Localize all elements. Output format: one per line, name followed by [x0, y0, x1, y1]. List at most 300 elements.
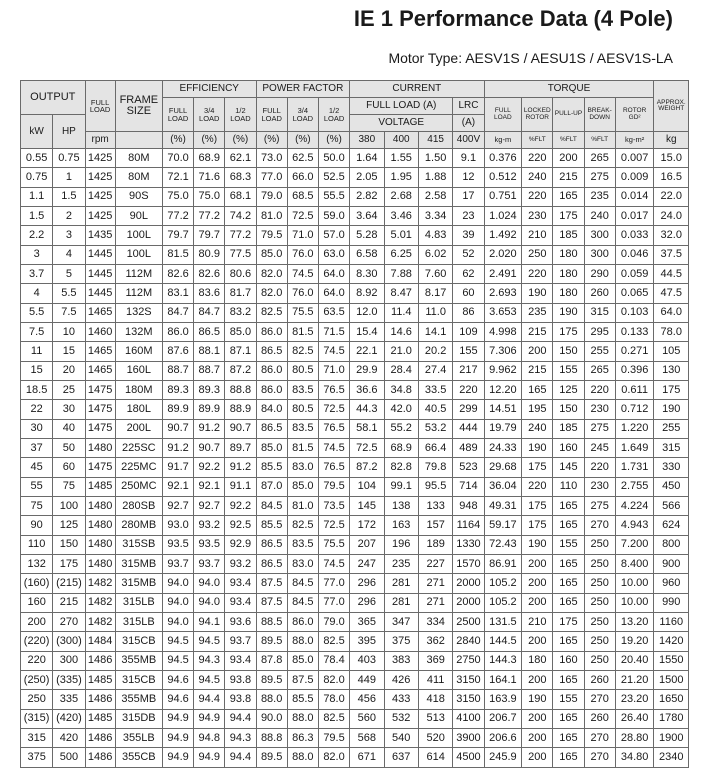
cell-frame: 355LB [115, 728, 162, 747]
cell-pull-up: 175 [553, 206, 584, 225]
cell-weight: 900 [654, 554, 689, 573]
cell-hp: 175 [53, 554, 85, 573]
cell-break-down: 270 [584, 728, 615, 747]
cell-pf-half: 50.0 [318, 149, 349, 168]
cell-rpm: 1475 [85, 458, 115, 477]
cell-pf-full: 85.5 [256, 458, 287, 477]
cell-hp: 3 [53, 226, 85, 245]
cell-pull-up: 185 [553, 226, 584, 245]
cell-break-down: 250 [584, 632, 615, 651]
cell-pf-3q: 76.0 [287, 284, 318, 303]
cell-frame: 315DB [115, 709, 162, 728]
cell-frame: 315SB [115, 535, 162, 554]
cell-pf-full: 88.8 [256, 728, 287, 747]
rotor-gd2-unit: kg-m² [615, 132, 654, 149]
cell-frame: 225SC [115, 438, 162, 457]
cell-eff-full: 94.9 [162, 709, 193, 728]
cell-hp: 25 [53, 380, 85, 399]
cell-amp-400: 34.8 [384, 380, 418, 399]
cell-kw: (220) [21, 632, 53, 651]
cell-eff-half: 94.3 [225, 728, 256, 747]
cell-break-down: 230 [584, 400, 615, 419]
cell-eff-full: 89.3 [162, 380, 193, 399]
cell-eff-3q: 94.0 [194, 593, 225, 612]
cell-kw: 200 [21, 612, 53, 631]
cell-amp-400: 6.25 [384, 245, 418, 264]
cell-eff-half: 93.6 [225, 612, 256, 631]
cell-break-down: 260 [584, 670, 615, 689]
cell-amp-380: 1.64 [350, 149, 384, 168]
cell-frame: 100L [115, 226, 162, 245]
cell-eff-half: 74.2 [225, 206, 256, 225]
cell-amp-400: 347 [384, 612, 418, 631]
frame-unit-blank [115, 132, 162, 149]
cell-lrc: 523 [453, 458, 484, 477]
cell-pf-3q: 83.5 [287, 419, 318, 438]
cell-pf-full: 81.0 [256, 206, 287, 225]
table-row [21, 380, 689, 399]
cell-eff-half: 93.4 [225, 593, 256, 612]
cell-weight: 450 [654, 477, 689, 496]
cell-eff-3q: 94.3 [194, 651, 225, 670]
table-row [21, 612, 689, 631]
cell-locked-rotor: 175 [522, 516, 553, 535]
cell-rotor-gd2: 8.400 [615, 554, 654, 573]
cell-pf-full: 87.5 [256, 574, 287, 593]
cell-amp-380: 58.1 [350, 419, 384, 438]
cell-hp: 5 [53, 264, 85, 283]
cell-weight: 1160 [654, 612, 689, 631]
cell-amp-400: 3.46 [384, 206, 418, 225]
cell-pull-up: 110 [553, 477, 584, 496]
cell-break-down: 250 [584, 535, 615, 554]
cell-eff-full: 92.7 [162, 496, 193, 515]
cell-pull-up: 165 [553, 554, 584, 573]
table-row [21, 245, 689, 264]
cell-hp: 125 [53, 516, 85, 535]
cell-eff-3q: 79.7 [194, 226, 225, 245]
table-row [21, 149, 689, 168]
torque-kgm-unit: kg-m [484, 132, 522, 149]
cell-kw: 315 [21, 728, 53, 747]
cell-rotor-gd2: 0.014 [615, 187, 654, 206]
cell-amp-380: 296 [350, 574, 384, 593]
torque-header: TORQUE [484, 81, 654, 98]
cell-pf-3q: 80.5 [287, 400, 318, 419]
cell-pf-3q: 81.5 [287, 322, 318, 341]
cell-eff-full: 72.1 [162, 168, 193, 187]
cell-eff-full: 84.7 [162, 303, 193, 322]
cell-amp-415: 362 [418, 632, 452, 651]
cell-eff-3q: 94.9 [194, 748, 225, 767]
cell-rpm: 1486 [85, 651, 115, 670]
cell-weight: 32.0 [654, 226, 689, 245]
cell-eff-full: 94.0 [162, 574, 193, 593]
pull-up-header: PULL-UP [553, 98, 584, 132]
cell-amp-380: 671 [350, 748, 384, 767]
cell-eff-3q: 92.1 [194, 477, 225, 496]
cell-weight: 2340 [654, 748, 689, 767]
cell-amp-400: 42.0 [384, 400, 418, 419]
cell-rpm: 1475 [85, 400, 115, 419]
table-row [21, 303, 689, 322]
cell-eff-half: 93.8 [225, 670, 256, 689]
cell-weight: 566 [654, 496, 689, 515]
cell-eff-3q: 88.1 [194, 342, 225, 361]
cell-rpm: 1475 [85, 419, 115, 438]
cell-hp: 270 [53, 612, 85, 631]
cell-torque-full: 0.376 [484, 149, 522, 168]
table-row [21, 516, 689, 535]
cell-locked-rotor: 175 [522, 496, 553, 515]
cell-amp-400: 82.8 [384, 458, 418, 477]
cell-locked-rotor: 190 [522, 438, 553, 457]
cell-amp-415: 1.88 [418, 168, 452, 187]
cell-pf-3q: 85.5 [287, 690, 318, 709]
cell-rpm: 1460 [85, 322, 115, 341]
cell-amp-415: 411 [418, 670, 452, 689]
cell-amp-400: 68.9 [384, 438, 418, 457]
cell-locked-rotor: 200 [522, 342, 553, 361]
cell-kw: 3.7 [21, 264, 53, 283]
cell-lrc: 1570 [453, 554, 484, 573]
cell-kw: 4 [21, 284, 53, 303]
cell-break-down: 290 [584, 264, 615, 283]
cell-lrc: 489 [453, 438, 484, 457]
cell-kw: 18.5 [21, 380, 53, 399]
cell-amp-380: 207 [350, 535, 384, 554]
cell-rpm: 1425 [85, 149, 115, 168]
cell-rotor-gd2: 2.755 [615, 477, 654, 496]
table-row [21, 284, 689, 303]
cell-pf-3q: 81.0 [287, 496, 318, 515]
table-row [21, 748, 689, 767]
performance-table [20, 80, 689, 768]
cell-amp-415: 6.02 [418, 245, 452, 264]
cell-kw: 160 [21, 593, 53, 612]
cell-frame: 280MB [115, 516, 162, 535]
cell-pf-3q: 75.5 [287, 303, 318, 322]
cell-eff-half: 92.9 [225, 535, 256, 554]
cell-torque-full: 2.491 [484, 264, 522, 283]
cell-weight: 175 [654, 380, 689, 399]
cell-eff-3q: 82.6 [194, 264, 225, 283]
cell-kw: 55 [21, 477, 53, 496]
cell-eff-3q: 92.7 [194, 496, 225, 515]
cell-amp-380: 12.0 [350, 303, 384, 322]
cell-eff-half: 89.7 [225, 438, 256, 457]
table-row [21, 535, 689, 554]
cell-rpm: 1425 [85, 187, 115, 206]
cell-pf-half: 73.5 [318, 496, 349, 515]
cell-rpm: 1486 [85, 728, 115, 747]
cell-break-down: 250 [584, 651, 615, 670]
cell-rpm: 1482 [85, 612, 115, 631]
cell-rotor-gd2: 21.20 [615, 670, 654, 689]
cell-eff-full: 75.0 [162, 187, 193, 206]
cell-weight: 800 [654, 535, 689, 554]
cell-break-down: 270 [584, 748, 615, 767]
cell-rotor-gd2: 0.712 [615, 400, 654, 419]
cell-pf-full: 89.5 [256, 632, 287, 651]
cell-eff-3q: 75.0 [194, 187, 225, 206]
cell-pf-full: 84.5 [256, 496, 287, 515]
cell-pf-half: 64.0 [318, 284, 349, 303]
cell-amp-415: 11.0 [418, 303, 452, 322]
cell-pf-half: 82.5 [318, 632, 349, 651]
cell-eff-3q: 94.8 [194, 728, 225, 747]
cell-torque-full: 206.6 [484, 728, 522, 747]
cell-break-down: 255 [584, 342, 615, 361]
cell-eff-half: 91.1 [225, 477, 256, 496]
cell-amp-380: 365 [350, 612, 384, 631]
cell-pull-up: 215 [553, 168, 584, 187]
cell-pf-3q: 88.0 [287, 632, 318, 651]
cell-rotor-gd2: 0.033 [615, 226, 654, 245]
cell-locked-rotor: 240 [522, 168, 553, 187]
cell-lrc: 714 [453, 477, 484, 496]
cell-frame: 355CB [115, 748, 162, 767]
cell-amp-380: 29.9 [350, 361, 384, 380]
cell-amp-380: 403 [350, 651, 384, 670]
lrc-unit-header: (A) [453, 115, 484, 132]
cell-eff-half: 77.2 [225, 226, 256, 245]
cell-eff-half: 94.4 [225, 709, 256, 728]
cell-kw: 3 [21, 245, 53, 264]
table-row [21, 187, 689, 206]
cell-rotor-gd2: 0.009 [615, 168, 654, 187]
cell-amp-380: 395 [350, 632, 384, 651]
cell-amp-380: 2.82 [350, 187, 384, 206]
locked-rotor-header: LOCKED ROTOR [522, 98, 553, 132]
cell-lrc: 3900 [453, 728, 484, 747]
table-row [21, 574, 689, 593]
cell-amp-415: 1.50 [418, 149, 452, 168]
cell-break-down: 250 [584, 612, 615, 631]
cell-hp: 15 [53, 342, 85, 361]
cell-eff-half: 91.2 [225, 458, 256, 477]
cell-break-down: 220 [584, 380, 615, 399]
cell-kw: 375 [21, 748, 53, 767]
cell-lrc: 2840 [453, 632, 484, 651]
cell-amp-380: 449 [350, 670, 384, 689]
pf-half-unit: (%) [318, 132, 349, 149]
cell-pf-half: 63.5 [318, 303, 349, 322]
cell-pull-up: 125 [553, 380, 584, 399]
cell-kw: 1.5 [21, 206, 53, 225]
cell-hp: 75 [53, 477, 85, 496]
cell-pf-half: 82.0 [318, 748, 349, 767]
cell-hp: 500 [53, 748, 85, 767]
cell-lrc: 2000 [453, 593, 484, 612]
approx-weight-header: APPROX. WEIGHT [654, 81, 689, 132]
cell-eff-3q: 86.5 [194, 322, 225, 341]
cell-frame: 100L [115, 245, 162, 264]
cell-eff-full: 81.5 [162, 245, 193, 264]
eff-half-unit: (%) [225, 132, 256, 149]
cell-kw: 220 [21, 651, 53, 670]
cell-eff-full: 93.7 [162, 554, 193, 573]
cell-locked-rotor: 190 [522, 284, 553, 303]
cell-pull-up: 160 [553, 438, 584, 457]
cell-torque-full: 164.1 [484, 670, 522, 689]
cell-rotor-gd2: 10.00 [615, 593, 654, 612]
cell-kw: 110 [21, 535, 53, 554]
cell-amp-415: 520 [418, 728, 452, 747]
cell-break-down: 295 [584, 322, 615, 341]
cell-kw: 75 [21, 496, 53, 515]
cell-eff-full: 89.9 [162, 400, 193, 419]
cell-pull-up: 165 [553, 632, 584, 651]
table-row [21, 477, 689, 496]
cell-amp-380: 22.1 [350, 342, 384, 361]
cell-amp-400: 11.4 [384, 303, 418, 322]
cell-locked-rotor: 235 [522, 303, 553, 322]
voltage-380: 380 [350, 132, 384, 149]
cell-pull-up: 165 [553, 670, 584, 689]
cell-rotor-gd2: 0.065 [615, 284, 654, 303]
pf-three-quarter-header: 3/4 LOAD [287, 98, 318, 132]
cell-amp-415: 7.60 [418, 264, 452, 283]
cell-kw: 22 [21, 400, 53, 419]
cell-eff-half: 90.7 [225, 419, 256, 438]
cell-eff-half: 88.8 [225, 380, 256, 399]
cell-pf-3q: 84.5 [287, 593, 318, 612]
cell-amp-400: 433 [384, 690, 418, 709]
cell-amp-400: 55.2 [384, 419, 418, 438]
cell-rpm: 1485 [85, 709, 115, 728]
eff-full-unit: (%) [162, 132, 193, 149]
cell-lrc: 1164 [453, 516, 484, 535]
cell-rpm: 1435 [85, 226, 115, 245]
cell-torque-full: 12.20 [484, 380, 522, 399]
cell-pull-up: 165 [553, 496, 584, 515]
cell-lrc: 3150 [453, 670, 484, 689]
cell-rotor-gd2: 4.224 [615, 496, 654, 515]
cell-amp-400: 28.4 [384, 361, 418, 380]
table-row [21, 206, 689, 225]
cell-locked-rotor: 165 [522, 380, 553, 399]
pull-up-unit: %FLT [553, 132, 584, 149]
cell-rotor-gd2: 13.20 [615, 612, 654, 631]
cell-eff-full: 94.6 [162, 690, 193, 709]
cell-eff-full: 87.6 [162, 342, 193, 361]
cell-kw: 250 [21, 690, 53, 709]
cell-rpm: 1425 [85, 168, 115, 187]
cell-torque-full: 163.9 [484, 690, 522, 709]
cell-frame: 280SB [115, 496, 162, 515]
cell-hp: 2 [53, 206, 85, 225]
cell-hp: (215) [53, 574, 85, 593]
cell-break-down: 245 [584, 438, 615, 457]
cell-pf-half: 52.5 [318, 168, 349, 187]
eff-three-quarter-unit: (%) [194, 132, 225, 149]
cell-hp: 1.5 [53, 187, 85, 206]
cell-amp-400: 532 [384, 709, 418, 728]
cell-rpm: 1485 [85, 670, 115, 689]
break-down-header: BREAK- DOWN [584, 98, 615, 132]
cell-pf-half: 78.0 [318, 690, 349, 709]
cell-pf-3q: 84.5 [287, 574, 318, 593]
cell-lrc: 4500 [453, 748, 484, 767]
table-row [21, 651, 689, 670]
table-row [21, 709, 689, 728]
cell-lrc: 62 [453, 264, 484, 283]
cell-eff-half: 87.1 [225, 342, 256, 361]
cell-break-down: 220 [584, 458, 615, 477]
cell-break-down: 265 [584, 149, 615, 168]
cell-lrc: 155 [453, 342, 484, 361]
cell-lrc: 220 [453, 380, 484, 399]
cell-pf-half: 82.0 [318, 670, 349, 689]
cell-pf-full: 84.0 [256, 400, 287, 419]
cell-pf-half: 79.0 [318, 612, 349, 631]
current-header: CURRENT [350, 81, 484, 98]
cell-pf-3q: 83.5 [287, 535, 318, 554]
cell-locked-rotor: 190 [522, 535, 553, 554]
cell-amp-380: 87.2 [350, 458, 384, 477]
cell-kw: 5.5 [21, 303, 53, 322]
cell-break-down: 250 [584, 574, 615, 593]
cell-torque-full: 131.5 [484, 612, 522, 631]
cell-amp-380: 145 [350, 496, 384, 515]
cell-weight: 315 [654, 438, 689, 457]
cell-pull-up: 180 [553, 284, 584, 303]
cell-amp-380: 6.58 [350, 245, 384, 264]
cell-pf-half: 59.0 [318, 206, 349, 225]
efficiency-header: EFFICIENCY [162, 81, 256, 98]
cell-hp: 4 [53, 245, 85, 264]
cell-weight: 990 [654, 593, 689, 612]
cell-hp: 60 [53, 458, 85, 477]
cell-rotor-gd2: 34.80 [615, 748, 654, 767]
cell-kw: 37 [21, 438, 53, 457]
cell-locked-rotor: 190 [522, 690, 553, 709]
cell-frame: 112M [115, 284, 162, 303]
cell-pull-up: 180 [553, 264, 584, 283]
cell-lrc: 2750 [453, 651, 484, 670]
cell-frame: 315CB [115, 632, 162, 651]
cell-break-down: 300 [584, 226, 615, 245]
cell-pull-up: 190 [553, 303, 584, 322]
cell-amp-380: 104 [350, 477, 384, 496]
cell-locked-rotor: 200 [522, 593, 553, 612]
cell-rpm: 1480 [85, 554, 115, 573]
cell-pf-3q: 81.5 [287, 438, 318, 457]
cell-break-down: 270 [584, 690, 615, 709]
cell-pull-up: 155 [553, 690, 584, 709]
cell-eff-full: 86.0 [162, 322, 193, 341]
cell-amp-415: 27.4 [418, 361, 452, 380]
cell-rpm: 1480 [85, 496, 115, 515]
cell-locked-rotor: 200 [522, 554, 553, 573]
cell-eff-half: 92.2 [225, 496, 256, 515]
cell-locked-rotor: 220 [522, 187, 553, 206]
cell-amp-400: 138 [384, 496, 418, 515]
cell-pf-half: 82.5 [318, 709, 349, 728]
cell-torque-full: 49.31 [484, 496, 522, 515]
cell-frame: 315MB [115, 554, 162, 573]
cell-pf-3q: 82.5 [287, 516, 318, 535]
cell-lrc: 444 [453, 419, 484, 438]
cell-locked-rotor: 240 [522, 419, 553, 438]
cell-pf-3q: 86.0 [287, 612, 318, 631]
cell-torque-full: 14.51 [484, 400, 522, 419]
cell-amp-400: 281 [384, 593, 418, 612]
cell-eff-full: 94.6 [162, 670, 193, 689]
cell-pull-up: 165 [553, 709, 584, 728]
cell-amp-400: 163 [384, 516, 418, 535]
